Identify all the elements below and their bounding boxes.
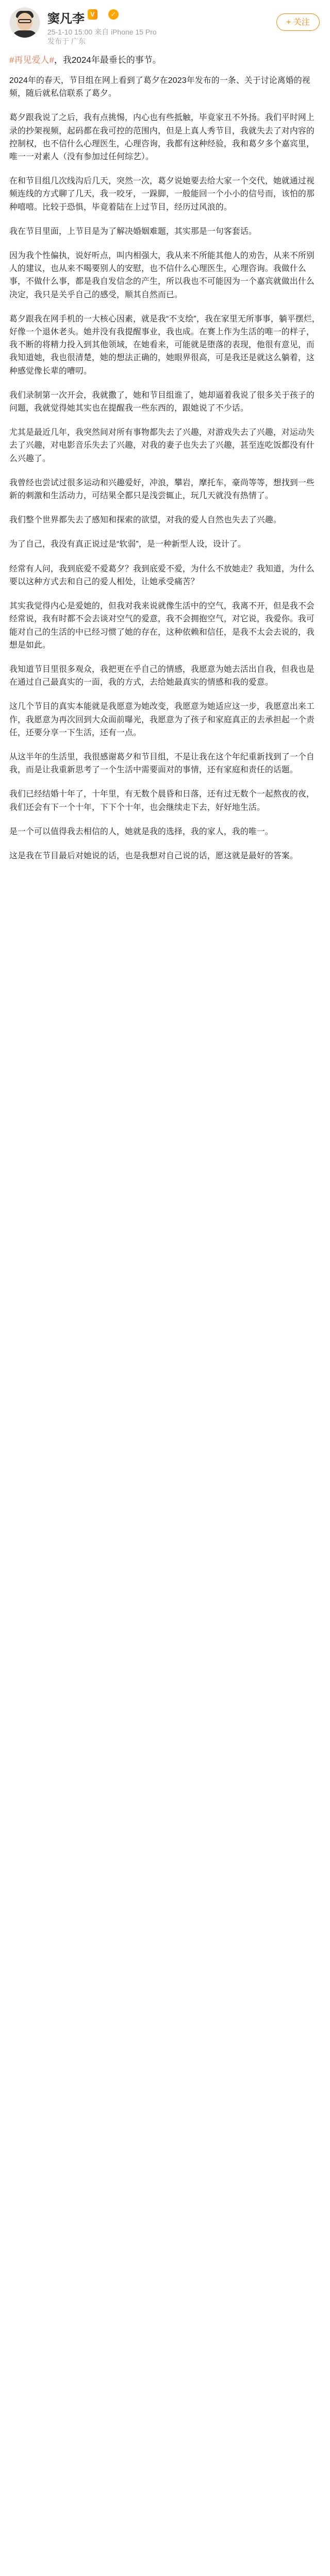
post-paragraph: 我们整个世界都失去了感知和探索的欲望，对我的爱人自然也失去了兴趣。: [9, 516, 282, 525]
post-paragraph: 葛夕跟我说了之后，我有点挑惕，内心也有些抵触，毕竟家丑不外扬。我们平时网上录的抄架视频，起码都在我可控的范围内，但是上真人秀节目，我就失去了对内容的控制权，也不信什么心理医生，心理咨询，我都有这种经验，我和葛夕多个嘉宾里，唯一一对素人（没有参加过任何综艺）。: [9, 113, 315, 162]
post-paragraph: 是一个可以值得我去相信的人，她就是我的选择，我的家人，我的唯一。: [9, 827, 273, 836]
follow-button[interactable]: + 关注: [276, 13, 320, 31]
avatar-shirt: [12, 30, 38, 38]
post-title: ，我2024年最垂长的事节。: [54, 55, 161, 65]
post-paragraph: 因为我个性偏执，说好听点，叫内相强大，我从来不所能其他人的劝告，从来不所别人的建议，也从来不喝要别人的安慰，也不信什么心理医生，心理咨询。我做什么事，不做什么事，都是我自发信念的产生，所以我也不可能因为一个嘉宾就做出什么决定，我只是关乎自己的感受，顺其自然而已。: [9, 251, 315, 299]
post-paragraph: 为了自己，我没有真正说过是“软弱”，是一种新型人设，设计了。: [9, 540, 246, 549]
hashtag-link[interactable]: #再见爱人#: [9, 55, 54, 65]
ip-location: 发布于 广东: [47, 37, 86, 45]
post-paragraph: 这是我在节目最后对她说的话，也是我想对自己说的话，愿这就是最好的答案。: [9, 851, 298, 860]
post-paragraph: 我曾经也尝试过很多运动和兴趣爱好，冲浪，攀岩，摩托车，豪尚等等，想找到一些新的刺激和生活动力，可结果全都只是浅尝辄止，玩几天就没有热情了。: [9, 478, 315, 501]
post-paragraph: 我们录制第一次开会，我就撒了，她和节目组谁了，她却逼着我说了很多关于孩子的问题，我就觉得她其实也在提醒我一些东西的，跟她说了不少话。: [9, 391, 315, 413]
post-title-line: [9, 53, 321, 68]
post-paragraph: 葛夕跟我在网手机的一大核心因素，就是我“不支绘”，我在家里无所事事，躺平摆烂，好像一个退休老头。她并没有我提醒事业，我也成。在赛上作为生活的唯一的样子，我不断的将精力投入到其他领域，在她看来，可能就是堕落的表现，他很有意见，而我知道她，我也很清楚，她的想法正确的，她眼界很高，可是我还是就这么躺着，这种感觉像长辈的嘈叨。: [9, 314, 320, 376]
post-paragraph: 我在节目里面，上节目是为了解决婚姻难题，其实那是一句客套话。: [9, 227, 257, 236]
user-name[interactable]: 窦凡李: [47, 12, 85, 26]
post-paragraph: 其实我觉得内心是爱她的，但我对我来说就像生活中的空气，我离不开，但是我不会经常说，我有时都不会去谈对空气的爱意，我不会拥抱空气，对它说，我爱你。我可能对自己的生活的中已经习惯了她的存在，这种依赖和信任，是我不太会去说的，我想是如此。: [9, 602, 315, 650]
post-paragraph: 经常有人问，我到底爱不爱葛夕？我到底爱不爱，为什么不放她走？我知道，为什么要以这种方式去和自己的爱人相处，让她承受痛苦？: [9, 564, 315, 586]
post-content: [9, 53, 321, 874]
post-paragraph: 从这半年的生活里，我很感谢葛夕和节目组，不是让我在这个年纪重新找到了一个自我，而是让我重新思考了一个生活中需要面对的事情，还有家庭和责任的话题。: [9, 752, 315, 775]
post-paragraph: 2024年的春天，节目组在网上看到了葛夕在2023年发布的一条、关于讨论离婚的视频，随后就私信联系了葛夕。: [9, 76, 310, 98]
avatar[interactable]: [9, 7, 40, 38]
post-paragraph: 这几个节目的真实本能就是我愿意为她改变，我愿意为她适应这一步，我愿意出来工作，我愿意为再次回到大众面前曝光，我愿意为了孩子和家庭真正的去承担起一个责任，还要分享一下生活，还有一点。: [9, 702, 315, 737]
verified-icon: ✓: [108, 9, 119, 20]
post-paragraph: 在和节目组几次线沟后几天，突然一次，葛夕说她要去给大家一个交代，她就通过视频连线的方式聊了几天，我一咬牙，一跺脚，一般能回一个小小的信号而，该怕的那种嘻嘻。比较于恐惧，毕竟着陆在上过节目，经历过风浪的。: [9, 177, 315, 212]
post-paragraph: 我知道节目里很多观众，我把更在乎自己的情感，我愿意为她去活出自我，但我也是在通过自己最真实的一面，我的方式，去给她最真实的情感和我的爱意。: [9, 665, 315, 687]
post-paragraph: 尤其是最近几年，我突然间对所有事物都失去了兴趣，对游戏失去了兴趣，对运动失去了兴趣，对电影音乐失去了兴趣，对我的妻子也失去了兴趣，甚至连吃饭都没有什么兴趣了。: [9, 428, 315, 463]
avatar-glasses: [18, 19, 31, 23]
vip-badge: V: [88, 9, 97, 20]
post-meta: 25-1-10 15:00 来自 iPhone 15 Pro: [47, 28, 157, 36]
post-body: [9, 74, 321, 862]
post-paragraph: 我们已经结婚十年了，十年里，有无数个晨昏和日落，还有过无数个一起熬夜的夜，我们还会有下一个十年，下下个十年，也会继续走下去，好好地生活。: [9, 790, 315, 812]
post-header: [0, 0, 330, 46]
